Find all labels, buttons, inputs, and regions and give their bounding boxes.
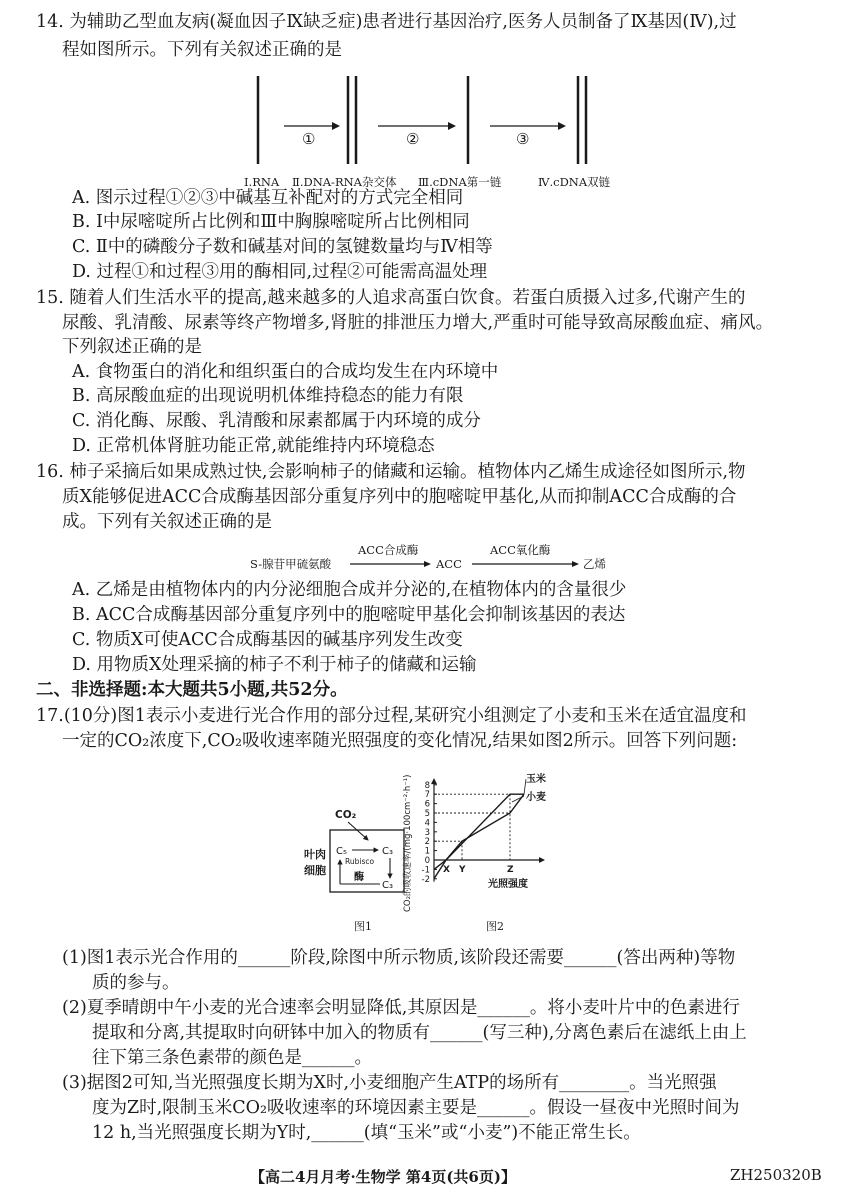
q15-option-d: D. 正常机体肾脏功能正常,就能维持内环境稳态 [72,436,435,456]
fig2-ytick-label: 8 [424,780,430,791]
fig2-ytick-label: 4 [424,818,430,829]
q17-sub2-line1: (2)夏季晴朗中午小麦的光合速率会明显降低,其原因是______。将小麦叶片中的色素进行 [62,998,740,1018]
q15-option-c: C. 消化酶、尿酸、乳清酸和尿素都属于内环境的成分 [72,411,481,431]
fig2-ytick-label: 6 [424,799,430,810]
pathway-start: S-腺苷甲硫氨酸 [250,557,332,571]
fig2-xtick-label: Z [507,865,514,875]
fig1-cell-line1: 叶肉 [304,848,326,861]
fig2-ytick-label: 2 [424,837,430,848]
fig2-xtick-label: Y [459,865,466,875]
q15-option-a: A. 食物蛋白的消化和组织蛋白的合成均发生在内环境中 [72,362,499,382]
legend-wheat: 小麦 [526,792,546,803]
q17-sub1-line1: (1)图1表示光合作用的______阶段,除图中所示物质,该阶段还需要______(答出两种)等物 [62,948,736,968]
fig1-c5: C₅ [336,846,347,857]
step1-label: ① [302,130,316,148]
fig2-ytick-label: 3 [424,827,430,838]
q16-option-a: A. 乙烯是由植物体内的内分泌细胞合成并分泌的,在植物体内的含量很少 [72,580,627,600]
q17-sub2-line3: 往下第三条色素带的颜色是______。 [92,1048,372,1068]
q14-option-d: D. 过程①和过程③用的酶相同,过程②可能需高温处理 [72,262,488,282]
q14-stem-line1: 14. 为辅助乙型血友病(凝血因子Ⅸ缺乏症)患者进行基因治疗,医务人员制备了Ⅸ基因(Ⅳ),过 [36,12,737,32]
q16-option-d: D. 用物质X处理采摘的柿子不利于柿子的储藏和运输 [72,655,477,675]
fig2-x-arrow [539,857,545,863]
label-rna: Ⅰ.RNA [244,175,280,189]
footer-page-info: 【高二4月月考·生物学 第4页(共6页)】 [250,1168,516,1186]
wheat-line [434,794,524,869]
q17-figure1 [296,806,416,934]
footer-code: ZH250320B [730,1166,822,1184]
step2-label: ② [406,130,420,148]
q17-figure2 [400,762,560,934]
q14-option-c: C. Ⅱ中的磷酸分子数和碱基对间的氢键数量均与Ⅳ相等 [72,237,493,257]
pathway-enzyme2: ACC氧化酶 [490,543,551,557]
fig2-ytick-label: -1 [421,865,430,876]
q14-figure [242,74,622,192]
q15-stem-line2: 尿酸、乳清酸、尿素等终产物增多,肾脏的排泄压力增大,严重时可能导致高尿酸血症、痛风。 [62,313,774,333]
fig1-c3b: C₃ [382,880,393,891]
pathway-end: 乙烯 [583,557,606,571]
step3-label: ③ [516,130,530,148]
pathway-middle: ACC [436,557,462,571]
q17-sub3-line3: 12 h,当光照强度长期为Y时,______(填“玉米”或“小麦”)不能正常生长。 [92,1123,641,1143]
fig2-ylabel: CO₂的吸收速率/(mg·100cm⁻²·h⁻¹) [403,774,413,912]
legend-corn: 玉米 [526,774,546,785]
q15-stem-line1: 15. 随着人们生活水平的提高,越来越多的人追求高蛋白饮食。若蛋白质摄入过多,代谢产生的 [36,288,746,308]
label-cdna2: Ⅳ.cDNA双链 [538,175,611,189]
fig2-y-arrow [431,778,437,784]
fig2-xlabel: 光照强度 [488,879,528,890]
q17-sub1-line2: 质的参与。 [92,973,180,993]
fig2-xtick-label: X [443,865,450,875]
q16-pathway [250,540,620,576]
q17-sub3-line2: 度为Z时,限制玉米CO₂吸收速率的环境因素主要是______。假设一昼夜中光照时间为 [92,1098,740,1118]
fig1-cell-line2: 细胞 [304,864,326,877]
pathway-enzyme1: ACC合成酶 [358,543,419,557]
fig2-caption: 图2 [486,920,504,933]
label-cdna1: Ⅲ.cDNA第一链 [418,175,502,189]
q15-stem-line3: 下列叙述正确的是 [62,337,202,357]
q16-stem-line1: 16. 柿子采摘后如果成熟过快,会影响柿子的储藏和运输。植物体内乙烯生成途径如图所示,物 [36,462,746,482]
fig2-ytick-label: 0 [424,856,430,866]
q17-sub2-line2: 提取和分离,其提取时向研钵中加入的物质有______(写三种),分离色素后在滤纸上由上 [92,1023,747,1043]
fig1-co2: CO₂ [335,809,357,821]
fig1-enzyme: 酶 [354,872,364,883]
section-heading: 二、非选择题:本大题共5小题,共52分。 [36,680,348,700]
fig1-rubisco: Rubisco [345,857,375,866]
fig2-ytick-label: 5 [424,809,430,819]
q15-option-b: B. 高尿酸血症的出现说明机体维持稳态的能力有限 [72,386,464,406]
q14-stem-line2: 程如图所示。下列有关叙述正确的是 [62,40,342,60]
fig2-ytick-label: 7 [424,790,430,801]
q17-stem-line1: 17.(10分)图1表示小麦进行光合作用的部分过程,某研究小组测定了小麦和玉米在适宜温度和 [36,706,747,726]
fig2-ytick-label: -2 [421,874,430,885]
q16-stem-line3: 成。下列有关叙述正确的是 [62,512,272,532]
q16-option-c: C. 物质X可使ACC合成酶基因的碱基序列发生改变 [72,630,463,650]
q17-sub3-line1: (3)据图2可知,当光照强度长期为X时,小麦细胞产生ATP的场所有________。当光照强 [62,1073,717,1093]
q16-option-b: B. ACC合成酶基因部分重复序列中的胞嘧啶甲基化会抑制该基因的表达 [72,605,626,625]
label-hybrid: Ⅱ.DNA-RNA杂交体 [292,175,397,189]
q14-option-b: B. Ⅰ中尿嘧啶所占比例和Ⅲ中胸腺嘧啶所占比例相同 [72,212,470,232]
fig1-c3a: C₃ [382,846,393,857]
q16-stem-line2: 质X能够促进ACC合成酶基因部分重复序列中的胞嘧啶甲基化,从而抑制ACC合成酶的合 [62,487,737,507]
q17-stem-line2: 一定的CO₂浓度下,CO₂吸收速率随光照强度的变化情况,结果如图2所示。回答下列问题: [62,731,738,751]
fig1-caption: 图1 [354,920,372,933]
q14-option-a: A. 图示过程①②③中碱基互补配对的方式完全相同 [72,188,464,208]
fig2-ytick-label: 1 [424,846,430,857]
